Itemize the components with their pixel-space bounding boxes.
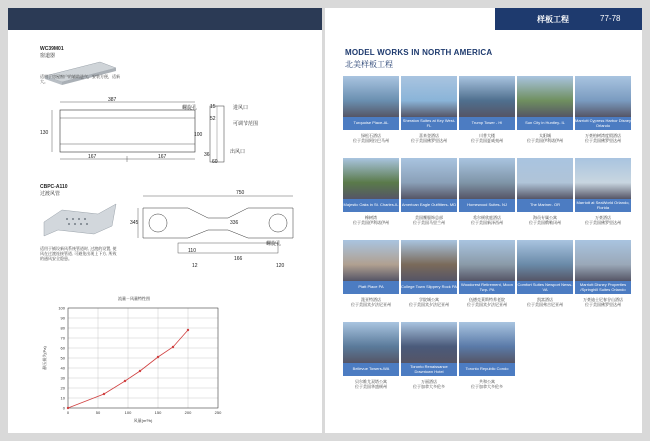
y-tick-label: 100 <box>58 305 65 311</box>
project-photo <box>459 76 515 117</box>
project-caption: Bellevue Towers-WA <box>343 363 399 376</box>
product2-desc: 适用于铺设新风系统管道时, 过渡的设置, 使风在过渡连接管道, 可避免出现上下方, 所致的通风安全隐患。 <box>40 246 117 261</box>
project-caption: Sheraton Suites at Key West- FL <box>401 117 457 130</box>
data-point <box>67 407 69 409</box>
project-location: 海员专属公寓 位于美国俄勒冈州 <box>529 215 561 225</box>
data-point <box>172 346 174 348</box>
project-tile <box>343 322 399 389</box>
project-caption: Toronto Renaissance Downtown Hotel <box>401 363 457 376</box>
dim-15: 15 <box>210 104 216 110</box>
project-tile <box>517 158 573 225</box>
y-tick-label: 60 <box>60 345 65 351</box>
y-tick-label: 70 <box>60 335 65 341</box>
project-photo <box>343 240 399 281</box>
product1-name: 窗道器 <box>40 53 56 59</box>
x-tick-label: 0 <box>66 410 70 415</box>
project-tile <box>459 322 515 389</box>
project-tile <box>401 322 457 389</box>
project-location: 派亚特酒店 位于美国宾夕法尼亚州 <box>351 297 391 307</box>
project-photo <box>575 76 631 117</box>
project-tile <box>575 240 631 307</box>
project-caption: Trump Tower - HI <box>459 117 515 130</box>
project-tile <box>459 158 515 225</box>
x-tick-label: 150 <box>154 410 162 415</box>
data-point <box>124 380 126 382</box>
project-location: 太阳城 位于美国伊利诺伊州 <box>527 133 563 143</box>
dim-100: 100 <box>194 132 203 138</box>
y-tick-label: 30 <box>60 375 65 381</box>
project-caption: Sun City in Huntley- IL <box>517 117 573 130</box>
project-photo <box>343 322 399 363</box>
label-fan-2: 螺旋孔 <box>266 241 282 247</box>
project-caption: Toronto Republic Condo <box>459 363 515 376</box>
dim-12: 12 <box>192 263 198 269</box>
left-header-bar <box>8 8 322 30</box>
project-photo <box>343 158 399 199</box>
pressure-flow-chart <box>38 300 228 425</box>
product2-image <box>40 200 120 242</box>
project-location: 学院城公寓 位于美国宾夕法尼亚州 <box>409 297 449 307</box>
dim-36: 36 <box>204 152 210 158</box>
data-point <box>139 370 141 372</box>
project-caption: Homewood Suites- NJ <box>459 199 515 212</box>
project-photo <box>459 158 515 199</box>
dim-345: 345 <box>130 220 139 226</box>
label-outlet: 出风口 <box>230 149 246 155</box>
label-inlet: 进风口 <box>233 105 249 111</box>
project-tile <box>517 76 573 143</box>
project-tile <box>575 76 631 143</box>
project-photo <box>575 240 631 281</box>
project-location: 希尔顿欣庭酒店 位于美国新泽西州 <box>471 215 503 225</box>
data-point <box>103 393 105 395</box>
project-photo <box>459 322 515 363</box>
project-location: 凯富酒店 位于美国弗吉尼亚州 <box>527 297 563 307</box>
project-photo <box>401 322 457 363</box>
page-title-cn: 北美样板工程 <box>345 60 393 69</box>
project-caption: Majestic Oaks in St. Charles-IL <box>343 199 399 212</box>
project-photo <box>459 240 515 281</box>
project-photo <box>517 76 573 117</box>
x-tick-label: 250 <box>214 410 222 415</box>
label-fan: 螺旋孔 <box>182 105 198 111</box>
right-page <box>325 8 642 433</box>
x-axis-label: 风量(m³/h) <box>133 418 153 423</box>
project-caption: American Eagle Outfitters- MD <box>401 199 457 212</box>
y-tick-label: 20 <box>60 385 65 391</box>
project-tile <box>459 240 515 307</box>
dim-60: 60 <box>212 159 218 165</box>
data-point <box>157 356 159 358</box>
product1-code: WC39M01 <box>40 46 64 52</box>
project-caption: Piatt Place PA <box>343 281 399 294</box>
left-page <box>8 8 322 433</box>
dim-167b: 167 <box>158 154 167 160</box>
data-point <box>187 329 189 331</box>
project-tile <box>343 240 399 307</box>
y-tick-label: 80 <box>60 325 65 331</box>
project-location: 万丽酒店 位于加拿大多伦多 <box>413 379 445 389</box>
project-caption: College Town Slippery Rock PA <box>401 281 457 294</box>
project-location: 绿松石酒店 位于美国阿拉巴马州 <box>353 133 389 143</box>
project-photo <box>401 158 457 199</box>
project-tile <box>401 158 457 225</box>
y-tick-label: 10 <box>60 395 65 401</box>
project-photo <box>401 76 457 117</box>
project-tile <box>343 158 399 225</box>
page-numbers: 77-78 <box>600 14 621 23</box>
x-tick-label: 200 <box>184 410 192 415</box>
project-caption: Marriott Disney Properties /Springhill Suites Orlando <box>575 281 631 294</box>
project-location: 万豪柏树湾度假酒店 位于美国佛罗里达州 <box>585 133 621 143</box>
project-caption: Turquoise Place-AL <box>343 117 399 130</box>
y-tick-label: 0 <box>62 405 65 411</box>
y-tick-label: 40 <box>60 365 65 371</box>
x-tick-label: 100 <box>124 410 132 415</box>
project-caption: The Mariner- OR <box>517 199 573 212</box>
y-tick-label: 90 <box>60 315 65 321</box>
product2-drawing <box>128 188 318 278</box>
project-tile <box>401 240 457 307</box>
project-location: 喜来登酒店 位于美国佛罗里达州 <box>411 133 447 143</box>
project-caption: Comfort Suites Newport News- VA <box>517 281 573 294</box>
product2-name: 过渡风管 <box>40 191 61 197</box>
dim-166: 166 <box>234 256 243 262</box>
project-location: 共和公寓 位于加拿大多伦多 <box>471 379 503 389</box>
header-band <box>495 8 642 30</box>
project-photo <box>517 240 573 281</box>
x-tick-label: 50 <box>95 410 101 415</box>
page-title-en: MODEL WORKS IN NORTH AMERICA <box>345 48 493 57</box>
dim-120: 120 <box>276 263 285 269</box>
label-range: 可调节范围 <box>233 121 259 127</box>
project-tile <box>517 240 573 307</box>
project-tile <box>575 158 631 225</box>
project-caption: Marriott at SeaWorld Orlando, Florida <box>575 199 631 212</box>
dim-387: 387 <box>108 97 117 103</box>
project-photo <box>517 158 573 199</box>
dim-750: 750 <box>236 190 245 196</box>
project-location: 美国鹰服饰总部 位于美国马里兰州 <box>413 215 445 225</box>
dim-52: 52 <box>210 116 216 122</box>
project-photo <box>401 240 457 281</box>
project-location: 贝尔维尤双塔公寓 位于美国华盛顿州 <box>355 379 387 389</box>
product1-desc: 适用于房屋窗户的辅助进气，安装方便，适新大。 <box>40 74 120 84</box>
dim-336: 336 <box>230 220 239 226</box>
project-tile <box>459 76 515 143</box>
dim-167a: 167 <box>88 154 97 160</box>
chart-title: 流量－风量特性图 <box>118 296 150 301</box>
project-location: 伍德克莱斯特养老院 位于美国宾夕法尼亚州 <box>467 297 507 307</box>
y-axis-label: 静压损失(Pa) <box>42 346 47 370</box>
dim-110: 110 <box>188 248 196 254</box>
project-photo <box>575 158 631 199</box>
project-caption: Woodcrest Retirement, Moon Twp- PA <box>459 281 515 294</box>
project-location: 万豪酒店 位于美国佛罗里达州 <box>585 215 621 225</box>
project-location: 川普大楼 位于美国夏威夷州 <box>471 133 503 143</box>
y-tick-label: 50 <box>60 355 65 361</box>
project-location: 万豪迪士尼春谷山酒店 位于美国佛罗里达州 <box>583 297 623 307</box>
dim-130: 130 <box>40 130 49 136</box>
project-tile <box>343 76 399 143</box>
section-title: 样板工程 <box>537 15 569 24</box>
right-header-bar <box>325 8 642 30</box>
project-location: 橡树湾 位于美国伊利诺伊州 <box>353 215 389 225</box>
project-tile <box>401 76 457 143</box>
project-photo <box>343 76 399 117</box>
project-caption: Marriott Cypress Harbor Disney Orlando <box>575 117 631 130</box>
product2-code: CBPC-A110 <box>40 184 68 190</box>
